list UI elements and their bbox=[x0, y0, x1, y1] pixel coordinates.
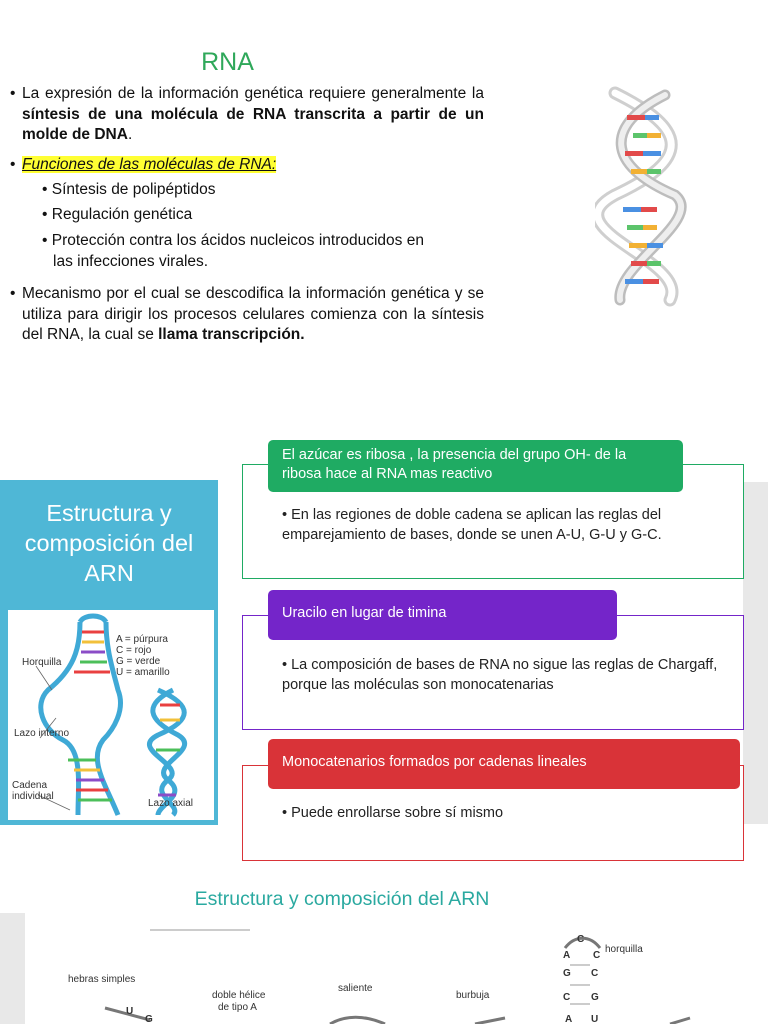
base-c-right: C bbox=[593, 950, 601, 961]
p1-text-a: La expresión de la información genética requiere generalmente la bbox=[22, 85, 484, 102]
label-cadena: Cadena bbox=[12, 780, 48, 791]
helix-backbone bbox=[598, 93, 681, 300]
label-lazo-axial: Lazo axial bbox=[148, 798, 194, 809]
function-item-3-cont: las infecciones virales. bbox=[53, 253, 209, 270]
secondary-structure-drawing bbox=[0, 920, 768, 1024]
bullet: • bbox=[10, 285, 16, 302]
p1-text-c: . bbox=[127, 126, 133, 143]
label-doble-helice: doble hélice bbox=[212, 990, 266, 1001]
base-a-left: A bbox=[563, 950, 571, 961]
base-g-strand: G bbox=[145, 1014, 153, 1025]
base-c-2: C bbox=[563, 992, 571, 1003]
bullet: • bbox=[42, 181, 48, 198]
paragraph-mechanism bbox=[10, 284, 484, 346]
base-c-1: C bbox=[591, 968, 599, 979]
label-burbuja: burbuja bbox=[456, 990, 490, 1001]
base-a-bottom: A bbox=[565, 1014, 573, 1025]
bullet: • bbox=[282, 805, 288, 821]
label-horquilla: horquilla bbox=[605, 944, 643, 955]
label-tipo-a: de tipo A bbox=[218, 1002, 257, 1013]
bullet: • bbox=[42, 206, 48, 223]
base-g-1: G bbox=[563, 968, 571, 979]
function-item-3: • Protección contra los ácidos nucleicos introducidos en bbox=[42, 232, 424, 249]
slide3-title: Estructura y composición del ARN bbox=[194, 888, 490, 910]
bullet: • bbox=[282, 507, 288, 523]
box3-header: Monocatenarios formados por cadenas lineales bbox=[268, 739, 740, 789]
box3-body: • Puede enrollarse sobre sí mismo bbox=[282, 805, 504, 821]
bullet: • bbox=[10, 85, 16, 102]
bullet: • bbox=[42, 232, 48, 249]
label-horquilla: Horquilla bbox=[22, 657, 62, 668]
label-lazo-interno: Lazo interno bbox=[14, 728, 70, 739]
paragraph-expression bbox=[10, 84, 484, 146]
base-u-strand: U bbox=[126, 1006, 134, 1017]
rna-structure-figure bbox=[8, 610, 214, 820]
p1-text-bold: síntesis de una molécula de RNA transcrita a partir de un molde de DNA bbox=[22, 105, 484, 143]
slide1-title: RNA bbox=[201, 48, 254, 76]
bullet: • bbox=[10, 156, 16, 173]
box1-header: El azúcar es ribosa , la presencia del grupo OH- de la ribosa hace al RNA mas reactivo bbox=[268, 440, 683, 492]
p3-text-bold: llama transcripción. bbox=[158, 326, 305, 343]
slide2-title: Estructura y composición del ARN bbox=[24, 500, 194, 586]
box2-body: • La composición de bases de RNA no sigue las reglas de Chargaff, porque las moléculas son monocatenarias bbox=[282, 657, 718, 693]
label-saliente: saliente bbox=[338, 983, 373, 994]
base-c-top: C bbox=[577, 934, 585, 945]
functions-heading-line bbox=[10, 155, 484, 176]
box2-header: Uracilo en lugar de timina bbox=[268, 590, 617, 640]
functions-heading: Funciones de las moléculas de RNA: bbox=[22, 156, 277, 173]
function-item-2: • Regulación genética bbox=[42, 206, 193, 223]
label-individual: individual bbox=[12, 791, 54, 802]
rna-secondary-structure-figure bbox=[0, 920, 768, 1024]
base-u-bottom: U bbox=[591, 1014, 599, 1025]
label-hebras-simples: hebras simples bbox=[68, 974, 136, 985]
base-g-2: G bbox=[591, 992, 599, 1003]
box1-body: • En las regiones de doble cadena se aplican las reglas del emparejamiento de bases, donde se unen A-U, G-U y G-C. bbox=[282, 507, 662, 543]
helix-illustration bbox=[595, 85, 705, 310]
bullet: • bbox=[282, 657, 288, 673]
p3-text-a: Mecanismo por el cual se descodifica la información genética y se utiliza para dirigir los procesos celulares comienza con la síntesis del RNA, la cual se bbox=[22, 285, 484, 343]
slide2-right-bar bbox=[743, 482, 768, 824]
function-item-1: • Síntesis de polipéptidos bbox=[42, 181, 216, 198]
color-legend: A = púrpura C = rojo G = verde U = amarillo bbox=[116, 634, 170, 678]
